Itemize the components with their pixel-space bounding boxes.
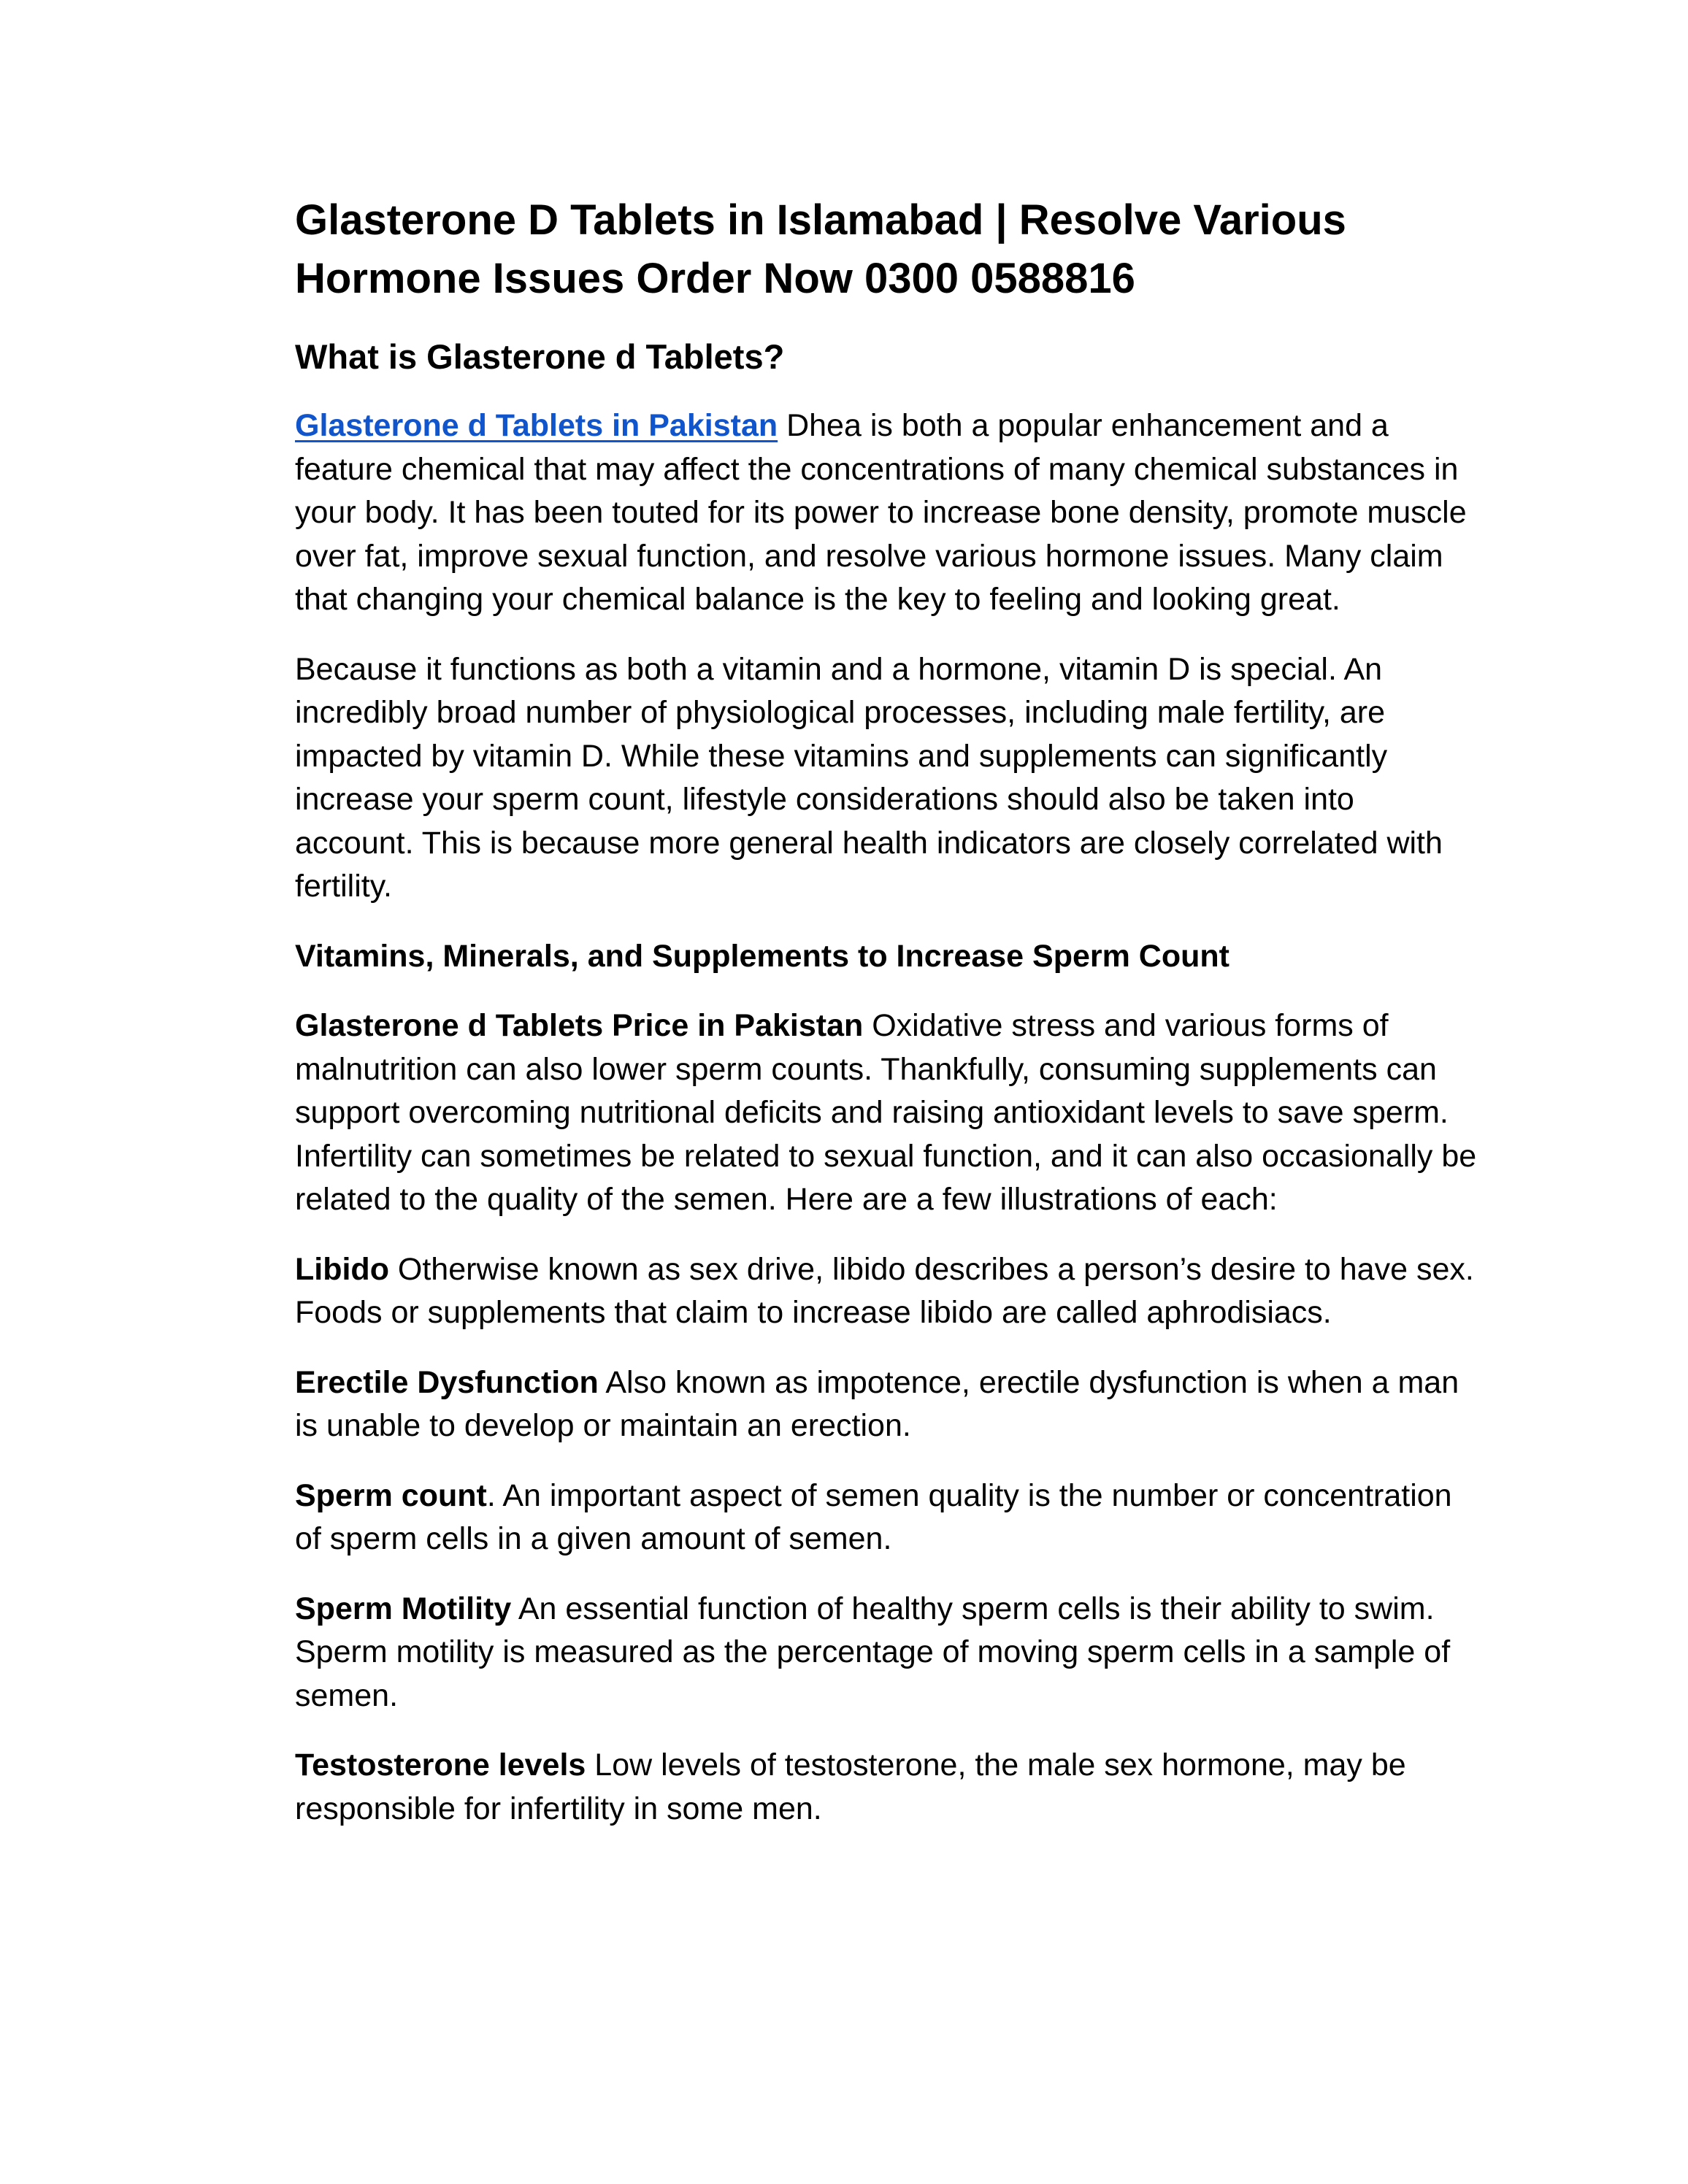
section-heading: What is Glasterone d Tablets? (295, 337, 785, 376)
term-label: Sperm count (295, 1477, 487, 1513)
product-link[interactable]: Glasterone d Tablets in Pakistan (295, 408, 778, 443)
term-description: An essential function of healthy sperm cells is their ability to swim. Sperm motility is measured as the percentage of moving sperm cells in a sample of semen. (295, 1591, 1451, 1713)
vitamin-paragraph: Because it functions as both a vitamin and a hormone, vitamin D is special. An incredibly broad number of physiological processes, including male fertility, are impacted by vitamin D. While these vitamins and supplements can significantly increase your sperm count, lifestyle considerations should also be taken into account. This is because more general health indicators are closely correlated with fertility. (295, 651, 1443, 904)
term-label: Testosterone levels (295, 1747, 586, 1783)
term-label: Sperm Motility (295, 1591, 512, 1626)
term-description: Low levels of testosterone, the male sex hormone, may be responsible for infertility in some men. (295, 1747, 1406, 1826)
intro-text: Dhea is both a popular enhancement and a feature chemical that may affect the concentrations of many chemical substances in your body. It has been touted for its power to increase bone density, promote muscle over fat, improve sexual function, and resolve various hormone issues. Many claim that changing your chemical balance is the key to feeling and looking great. (295, 408, 1467, 617)
price-paragraph (295, 1004, 1478, 1222)
term-testosterone-levels (295, 1744, 1478, 1831)
term-sperm-count (295, 1474, 1478, 1561)
document-title: Glasterone D Tablets in Islamabad | Resolve Various Hormone Issues Order Now 0300 0588816 (295, 196, 1346, 302)
term-label: Libido (295, 1251, 389, 1287)
intro-paragraph (295, 404, 1478, 622)
price-text: Oxidative stress and various forms of malnutrition can also lower sperm counts. Thankfully, consuming supplements can support overcoming nutritional deficits and raising antioxidant levels to save sperm. Infertility can sometimes be related to sexual function, and it can also occasionally be related to the quality of the semen. Here are a few illustrations of each: (295, 1008, 1477, 1217)
term-sperm-motility (295, 1588, 1478, 1718)
price-heading: Glasterone d Tablets Price in Pakistan (295, 1008, 864, 1043)
term-libido (295, 1248, 1478, 1335)
document-page (295, 191, 1478, 1857)
term-description: Also known as impotence, erectile dysfunction is when a man is unable to develop or maintain an erection. (295, 1364, 1459, 1443)
term-description: . An important aspect of semen quality is the number or concentration of sperm cells in a given amount of semen. (295, 1477, 1452, 1556)
term-erectile-dysfunction (295, 1361, 1478, 1448)
term-description: Otherwise known as sex drive, libido describes a person’s desire to have sex. Foods or supplements that claim to increase libido are called aphrodisiacs. (295, 1251, 1474, 1330)
subheading: Vitamins, Minerals, and Supplements to Increase Sperm Count (295, 938, 1229, 974)
term-label: Erectile Dysfunction (295, 1364, 599, 1400)
